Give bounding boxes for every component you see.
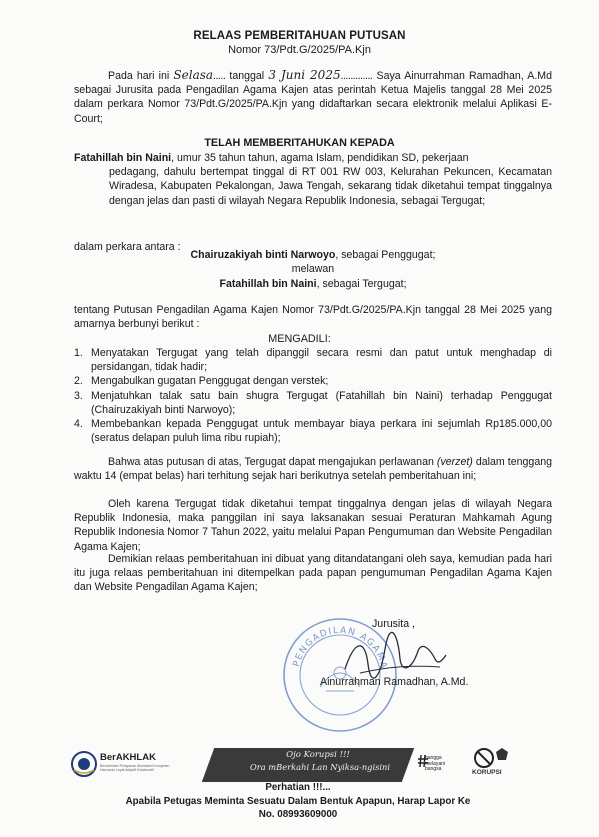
slogan-line-2: Ora mBerkahi Lan Nyiksa-ngisini [249,762,391,772]
party-details: pedagang, dahulu bertempat tinggal di RT 001 RW 003, Kelurahan Pekuncen, Kecamatan Wiradesa, Kabupaten Pekalongan, Jawa Tengah, sekarang tidak diketahui tempat tinggalnya dengan jelas dan pasti di wilayah Negara Republik Indonesia, sebagai Tergugat; [109,166,552,207]
signature-block [280,615,560,735]
handwritten-date: 3 Juni 2025 [268,68,341,82]
document-title: RELAAS PEMBERITAHUAN PUTUSAN [193,30,406,42]
berakhlak-subtext: Berorientasi Pelayanan Akuntabel Kompeten Harmonis Loyal Adaptif Kolaboratif [100,764,170,772]
plaintiff-name: Chairuzakiyah binti Narwoyo [190,249,336,261]
slogan-line-1: Ojo Korupsi !!! [286,750,350,760]
document-number: Nomor 73/Pdt.G/2025/PA.Kjn [228,44,371,56]
amar-item: 1. Menyatakan Tergugat yang telah dipanggil secara resmi dan patut untuk menghadap di persidangan, tidak hadir; [74,347,552,374]
defendant-name: Fatahillah bin Naini [219,278,317,290]
tentang-paragraph: tentang Putusan Pengadilan Agama Kajen Nomor 73/Pdt.G/2025/PA.Kjn tanggal 28 Mei 2025 yang amarnya berbunyi berikut : [74,304,552,331]
lapor-notice: Apabila Petugas Meminta Sesuatu Dalam Bentuk Apapun, Harap Lapor Ke [125,796,471,807]
mengadili-heading: MENGADILI: [268,333,331,345]
berakhlak-text: BerAKHLAK [100,752,156,763]
party-name: Fatahillah bin Naini [74,152,172,164]
lapor-phone: No. 08993609000 [258,809,338,820]
amar-list [74,346,552,445]
oleh-paragraph: Oleh karena Tergugat tidak diketahui tempat tinggalnya dengan jelas di wilayah Negara Republik Indonesia, maka panggilan ini saya laksanakan sesuai Peraturan Mahkamah Agung Republik Indonesia Nomor 7 Tahun 2022, yaitu melalui Papan Pengumuman dan Website Pengadilan Agama Kajen; [74,498,552,553]
amar-item: 2. Mengabulkan gugatan Penggugat dengan verstek; [74,375,329,388]
plaintiff-role: , sebagai Penggugat; [335,249,436,261]
intro-saya: Saya [376,70,401,82]
signature-role: Jurusita , [372,618,415,630]
notice-heading: TELAH MEMBERITAHUKAN KEPADA [204,137,395,149]
demikian-paragraph: Demikian relaas pemberitahuan ini dibuat yang ditandatangani oleh saya, kemudian pada hari itu juga relaas pemberitahuan ini ditempelkan pada papan pengumuman Pengadilan Agama Kajen dan Website Pengadilan Agama Kajen; [74,553,552,594]
amar-item: 4. Membebankan kepada Penggugat untuk membayar biaya perkara ini sejumlah Rp185.000,00 (seratus delapan puluh lima ribu rupiah); [74,418,552,445]
footer-banner [68,742,528,822]
intro-pada-hari: Pada hari ini [108,70,170,82]
party-paragraph [74,151,552,208]
bangga-melayani-text: bangga melayani bangsa [425,755,446,772]
plaintiff-line [74,248,552,262]
defendant-role: , sebagai Tergugat; [316,278,407,290]
intro-tanggal-label: tanggal [229,70,265,82]
intro-paragraph: Pada hari ini Selasa..... tanggal 3 Juni 2025............. Saya Ainurrahman Ramadhan, A.Md sebagai Jurusita pada Pengadilan Agama Kajen atas perintah Ketua Majelis tanggal 28 Mei 2025 dalam perkara Nomor 73/Pdt.G/2025/PA.Kjn yang didaftarkan secara elektronik melalui Aplikasi E-Court; [74,68,553,125]
berakhlak-logo [68,747,178,781]
seal-text: PENGADILAN AGAMA [291,625,389,671]
korupsi-text: KORUPSI [472,769,502,776]
berakhlak-emblem-icon [70,750,98,778]
amar-item: 3. Menjatuhkan talak satu bain shugra Tergugat (Fatahillah bin Naini) terhadap Penggugat (Chairuzakiyah binti Narwoyo); [74,389,552,416]
intro-text: Ainurrahman Ramadhan, A.Md sebagai Jurusita pada Pengadilan Agama Kajen atas perintah Ketua Majelis tanggal 28 Mei 2025 dalam perkara Nomor 73/Pdt.G/2025/PA.Kjn yang didaftarkan secara elektronik melalui Aplikasi E-Court; [74,70,553,125]
handwritten-day: Selasa [173,68,214,82]
verzet-term: (verzet) [436,456,473,468]
defendant-line [74,277,552,291]
party-first-line: , umur 35 tahun tahun, agama Islam, pendidikan SD, pekerjaan [171,152,469,164]
versus-label: melawan [291,263,335,275]
document-header [0,30,599,56]
bahwa-paragraph: Bahwa atas putusan di atas, Tergugat dapat mengajukan perlawanan (verzet) dalam tenggang waktu 14 (empat belas) hari terhitung sejak hari berikutnya setelah pemberitahuan ini; [74,456,552,483]
case-intro: dalam perkara antara : [74,241,181,253]
perhatian-label: Perhatian !!!... [265,782,331,793]
signature-name: Ainurrahman Ramadhan, A.Md. [320,676,469,688]
right-logos [418,746,528,780]
